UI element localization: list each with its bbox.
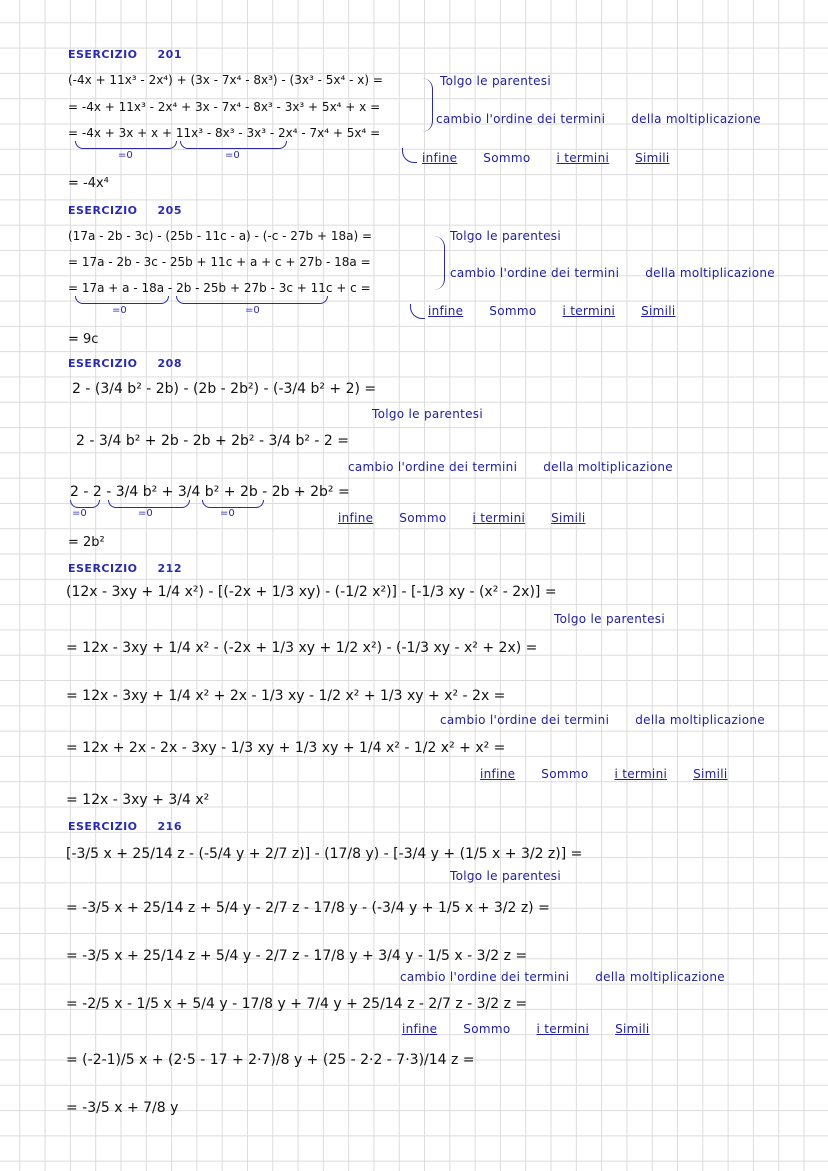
ex212-result: = 12x - 3xy + 3/4 x²	[66, 792, 210, 808]
ex208-brace-1	[70, 500, 100, 508]
note-simili: Simili	[641, 304, 676, 318]
note-moltiplicazione-text: della moltiplicazione	[635, 713, 765, 727]
note-simili: Simili	[615, 1022, 650, 1036]
exercise-label: ESERCIZIO	[68, 48, 138, 61]
ex205-line-1: (17a - 2b - 3c) - (25b - 11c - a) - (-c - 27b + 18a) =	[68, 229, 373, 243]
note-cambio-text: cambio l'ordine dei termini	[400, 970, 570, 984]
ex201-line-1: (-4x + 11x³ - 2x⁴) + (3x - 7x⁴ - 8x³) - (3x³ - 5x⁴ - x) =	[68, 73, 383, 87]
note-infine: infine	[402, 1022, 438, 1036]
ex216-line-3: = -3/5 x + 25/14 z + 5/4 y - 2/7 z - 17/8 y + 3/4 y - 1/5 x - 3/2 z =	[66, 948, 528, 964]
ex208-line-3: 2 - 2 - 3/4 b² + 3/4 b² + 2b - 2b + 2b² =	[70, 484, 350, 500]
note-infine: infine	[422, 151, 458, 165]
ex216-line-5: = (-2-1)/5 x + (2·5 - 17 + 2·7)/8 y + (25 - 2·2 - 7·3)/14 z =	[66, 1052, 475, 1068]
note-termini: i termini	[472, 511, 526, 525]
ex201-brace-2	[180, 141, 287, 149]
ex212-line-2: = 12x - 3xy + 1/4 x² - (-2x + 1/3 xy + 1/2 x²) - (-1/3 xy - x² + 2x) =	[66, 640, 538, 656]
ex212-note-togli: Tolgo le parentesi	[554, 612, 665, 626]
ex205-result: = 9c	[68, 332, 99, 347]
note-infine: infine	[428, 304, 464, 318]
ex205-zero-2: =0	[245, 305, 260, 316]
note-moltiplicazione-text: della moltiplicazione	[543, 460, 673, 474]
exercise-216-header	[68, 820, 182, 833]
ex216-note-infine	[402, 1022, 676, 1036]
ex201-bracket	[422, 78, 433, 132]
ex201-line-3: = -4x + 3x + x + 11x³ - 8x³ - 3x³ - 2x⁴ - 7x⁴ + 5x⁴ =	[68, 126, 381, 140]
exercise-label: ESERCIZIO	[68, 562, 138, 575]
ex201-brace-1	[75, 141, 177, 149]
note-simili: Simili	[551, 511, 586, 525]
note-moltiplicazione-text: della moltiplicazione	[631, 112, 761, 126]
exercise-label: ESERCIZIO	[68, 204, 138, 217]
ex216-line-2: = -3/5 x + 25/14 z + 5/4 y - 2/7 z - 17/8 y - (-3/4 y + 1/5 x + 3/2 z) =	[66, 900, 550, 916]
note-infine: infine	[338, 511, 374, 525]
note-infine: infine	[480, 767, 516, 781]
ex208-result: = 2b²	[68, 535, 105, 550]
note-termini: i termini	[556, 151, 610, 165]
ex208-line-2: 2 - 3/4 b² + 2b - 2b + 2b² - 3/4 b² - 2 =	[76, 433, 350, 449]
note-cambio-text: cambio l'ordine dei termini	[436, 112, 606, 126]
ex205-line-3: = 17a + a - 18a - 2b - 25b + 27b - 3c + 11c + c =	[68, 281, 371, 295]
ex208-zero-1: =0	[72, 508, 87, 519]
note-termini: i termini	[562, 304, 616, 318]
note-cambio-text: cambio l'ordine dei termini	[450, 266, 620, 280]
note-moltiplicazione-text: della moltiplicazione	[645, 266, 775, 280]
ex205-note-infine	[428, 304, 702, 318]
note-sommo: Sommo	[541, 767, 589, 781]
note-termini: i termini	[614, 767, 668, 781]
note-sommo: Sommo	[483, 151, 531, 165]
exercise-number: 216	[157, 820, 182, 833]
ex201-arrow	[402, 148, 417, 163]
ex212-line-4: = 12x + 2x - 2x - 3xy - 1/3 xy + 1/3 xy + 1/4 x² - 1/2 x² + x² =	[66, 740, 506, 756]
ex208-zero-3: =0	[220, 508, 235, 519]
ex201-line-2: = -4x + 11x³ - 2x⁴ + 3x - 7x⁴ - 8x³ - 3x³ + 5x⁴ + x =	[68, 100, 381, 114]
ex205-line-2: = 17a - 2b - 3c - 25b + 11c + a + c + 27b - 18a =	[68, 255, 371, 269]
note-cambio-text: cambio l'ordine dei termini	[440, 713, 610, 727]
ex205-zero-1: =0	[112, 305, 127, 316]
ex208-line-1: 2 - (3/4 b² - 2b) - (2b - 2b²) - (-3/4 b² + 2) =	[72, 381, 377, 397]
exercise-label: ESERCIZIO	[68, 357, 138, 370]
ex201-result: = -4x⁴	[68, 176, 109, 191]
exercise-number: 212	[157, 562, 182, 575]
ex216-line-1: [-3/5 x + 25/14 z - (-5/4 y + 2/7 z)] - (17/8 y) - [-3/4 y + (1/5 x + 3/2 z)] =	[66, 846, 583, 862]
ex216-line-4: = -2/5 x - 1/5 x + 5/4 y - 17/8 y + 7/4 y + 25/14 z - 2/7 z - 3/2 z =	[66, 996, 528, 1012]
exercise-212-header	[68, 562, 182, 575]
ex205-bracket	[434, 236, 445, 290]
ex205-brace-1	[75, 296, 169, 304]
note-cambio-text: cambio l'ordine dei termini	[348, 460, 518, 474]
note-sommo: Sommo	[399, 511, 447, 525]
ex205-brace-2	[176, 296, 328, 304]
ex201-note-infine	[422, 151, 696, 165]
exercise-label: ESERCIZIO	[68, 820, 138, 833]
note-sommo: Sommo	[489, 304, 537, 318]
ex216-note-togli: Tolgo le parentesi	[450, 869, 561, 883]
exercise-number: 201	[157, 48, 182, 61]
note-simili: Simili	[635, 151, 670, 165]
ex205-note-togli: Tolgo le parentesi	[450, 229, 561, 243]
exercise-205-header	[68, 204, 182, 217]
ex208-brace-3	[202, 500, 264, 508]
ex208-note-togli: Tolgo le parentesi	[372, 407, 483, 421]
note-sommo: Sommo	[463, 1022, 511, 1036]
ex208-zero-2: =0	[138, 508, 153, 519]
ex216-note-cambio	[400, 970, 751, 984]
ex212-note-cambio	[440, 713, 791, 727]
ex212-line-3: = 12x - 3xy + 1/4 x² + 2x - 1/3 xy - 1/2 x² + 1/3 xy + x² - 2x =	[66, 688, 506, 704]
note-termini: i termini	[536, 1022, 590, 1036]
ex201-zero-1: =0	[118, 150, 133, 161]
exercise-number: 205	[157, 204, 182, 217]
ex208-brace-2	[108, 500, 190, 508]
ex205-arrow	[410, 304, 425, 319]
ex208-note-infine	[338, 511, 612, 525]
ex201-zero-2: =0	[225, 150, 240, 161]
ex212-note-infine	[480, 767, 754, 781]
note-simili: Simili	[693, 767, 728, 781]
exercise-number: 208	[157, 357, 182, 370]
ex212-line-1: (12x - 3xy + 1/4 x²) - [(-2x + 1/3 xy) - (-1/2 x²)] - [-1/3 xy - (x² - 2x)] =	[66, 584, 557, 600]
ex201-note-togli: Tolgo le parentesi	[440, 74, 551, 88]
ex216-result: = -3/5 x + 7/8 y	[66, 1100, 179, 1116]
exercise-208-header	[68, 357, 182, 370]
note-moltiplicazione-text: della moltiplicazione	[595, 970, 725, 984]
exercise-201-header	[68, 48, 182, 61]
ex208-note-cambio	[348, 460, 699, 474]
ex201-note-cambio	[436, 112, 787, 126]
ex205-note-cambio	[450, 266, 801, 280]
